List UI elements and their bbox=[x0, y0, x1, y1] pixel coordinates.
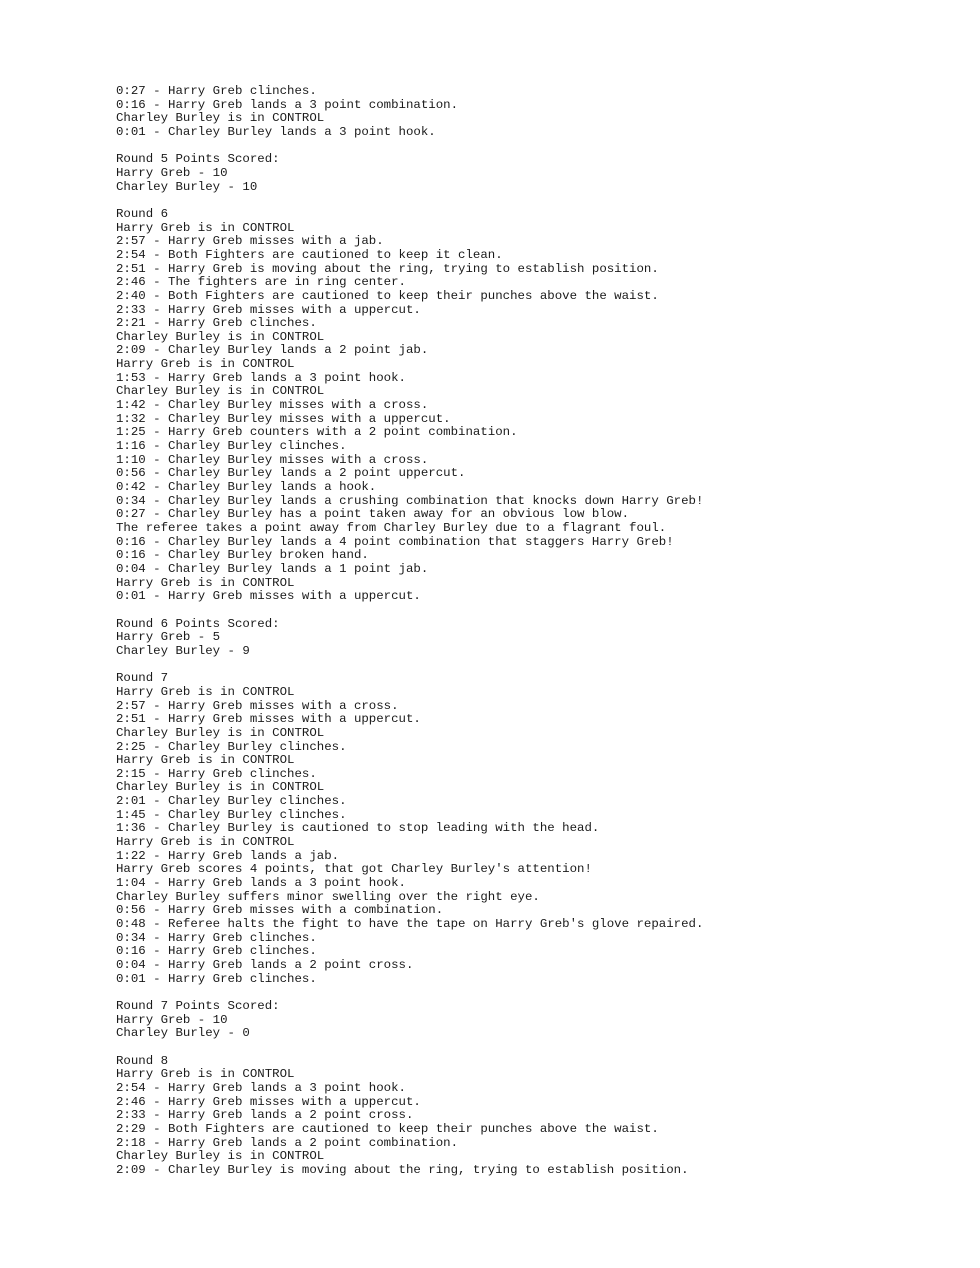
control-line: Charley Burley is in CONTROL bbox=[116, 725, 325, 740]
event-line: 2:51 - Harry Greb misses with a uppercut. bbox=[116, 712, 421, 727]
event-line: 0:42 - Charley Burley lands a hook. bbox=[116, 480, 377, 495]
score-line: Charley Burley - 10 bbox=[116, 179, 258, 194]
event-line: 2:33 - Harry Greb misses with a uppercut. bbox=[116, 302, 421, 317]
event-line: 2:01 - Charley Burley clinches. bbox=[116, 794, 347, 809]
event-line: 2:54 - Harry Greb lands a 3 point hook. bbox=[116, 1080, 406, 1095]
round-score-heading: Round 7 Points Scored: bbox=[116, 998, 280, 1013]
control-line: Harry Greb is in CONTROL bbox=[116, 1067, 295, 1082]
score-line: Charley Burley - 0 bbox=[116, 1026, 250, 1041]
control-line: Charley Burley is in CONTROL bbox=[116, 111, 325, 126]
event-line: 2:40 - Both Fighters are cautioned to keep their punches above the waist. bbox=[116, 288, 659, 303]
score-line: Harry Greb - 10 bbox=[116, 165, 228, 180]
round-score-heading: Round 5 Points Scored: bbox=[116, 152, 280, 167]
event-line: 2:25 - Charley Burley clinches. bbox=[116, 739, 347, 754]
event-line: 2:46 - Harry Greb misses with a uppercut. bbox=[116, 1094, 421, 1109]
event-line: 2:54 - Both Fighters are cautioned to keep it clean. bbox=[116, 247, 503, 262]
event-line: 0:34 - Harry Greb clinches. bbox=[116, 930, 317, 945]
score-line: Harry Greb - 5 bbox=[116, 630, 221, 645]
blank-line bbox=[116, 604, 956, 618]
event-line: 1:10 - Charley Burley misses with a cross. bbox=[116, 452, 429, 467]
control-line: Charley Burley is in CONTROL bbox=[116, 384, 325, 399]
event-line: 0:01 - Charley Burley lands a 3 point hook. bbox=[116, 124, 436, 139]
blank-line bbox=[116, 140, 956, 154]
event-line: 1:25 - Harry Greb counters with a 2 point combination. bbox=[116, 425, 518, 440]
event-line: 2:09 - Charley Burley lands a 2 point jab. bbox=[116, 343, 429, 358]
control-line: Charley Burley is in CONTROL bbox=[116, 780, 325, 795]
control-line: Harry Greb is in CONTROL bbox=[116, 753, 295, 768]
event-line: 0:16 - Harry Greb lands a 3 point combination. bbox=[116, 97, 459, 112]
log-line: The referee takes a point away from Charley Burley due to a flagrant foul. bbox=[116, 521, 667, 535]
event-line: 0:01 - Harry Greb clinches. bbox=[116, 971, 317, 986]
event-line: 0:27 - Charley Burley has a point taken away for an obvious low blow. bbox=[116, 507, 630, 522]
blank-line bbox=[116, 659, 956, 673]
control-line: Harry Greb is in CONTROL bbox=[116, 835, 295, 850]
blank-line bbox=[116, 986, 956, 1000]
event-line: 0:56 - Harry Greb misses with a combination. bbox=[116, 903, 444, 918]
control-line: Charley Burley is in CONTROL bbox=[116, 1149, 325, 1164]
control-line: Harry Greb is in CONTROL bbox=[116, 357, 295, 372]
event-line: 2:57 - Harry Greb misses with a jab. bbox=[116, 234, 384, 249]
blank-line bbox=[116, 1041, 956, 1055]
event-line: 2:51 - Harry Greb is moving about the ring, trying to establish position. bbox=[116, 261, 659, 276]
log-line: Harry Greb scores 4 points, that got Charley Burley's attention! bbox=[116, 862, 592, 877]
event-line: 0:16 - Charley Burley broken hand. bbox=[116, 548, 369, 563]
event-line: 2:15 - Harry Greb clinches. bbox=[116, 766, 317, 781]
event-line: 2:57 - Harry Greb misses with a cross. bbox=[116, 698, 399, 713]
event-line: 0:56 - Charley Burley lands a 2 point uppercut. bbox=[116, 466, 466, 481]
blank-line bbox=[116, 194, 956, 208]
control-line: Harry Greb is in CONTROL bbox=[116, 220, 295, 235]
round-heading: Round 7 bbox=[116, 671, 169, 686]
event-line: 2:33 - Harry Greb lands a 2 point cross. bbox=[116, 1108, 414, 1123]
event-line: 1:53 - Harry Greb lands a 3 point hook. bbox=[116, 370, 406, 385]
event-line: 1:32 - Charley Burley misses with a uppercut. bbox=[116, 411, 451, 426]
event-line: 1:45 - Charley Burley clinches. bbox=[116, 807, 347, 822]
round-heading: Round 8 bbox=[116, 1053, 169, 1068]
control-line: Charley Burley is in CONTROL bbox=[116, 329, 325, 344]
event-line: 0:34 - Charley Burley lands a crushing combination that knocks down Harry Greb! bbox=[116, 493, 704, 508]
event-line: 1:42 - Charley Burley misses with a cross. bbox=[116, 398, 429, 413]
event-line: 1:36 - Charley Burley is cautioned to stop leading with the head. bbox=[116, 821, 600, 836]
event-line: 1:16 - Charley Burley clinches. bbox=[116, 439, 347, 454]
round-score-heading: Round 6 Points Scored: bbox=[116, 616, 280, 631]
event-line: 0:04 - Charley Burley lands a 1 point jab. bbox=[116, 561, 429, 576]
control-line: Harry Greb is in CONTROL bbox=[116, 684, 295, 699]
score-line: Harry Greb - 10 bbox=[116, 1012, 228, 1027]
event-line: 0:48 - Referee halts the fight to have the tape on Harry Greb's glove repaired. bbox=[116, 917, 704, 932]
control-line: Harry Greb is in CONTROL bbox=[116, 575, 295, 590]
event-line: 0:27 - Harry Greb clinches. bbox=[116, 84, 317, 98]
event-line: 1:22 - Harry Greb lands a jab. bbox=[116, 848, 340, 863]
event-line: 0:16 - Harry Greb clinches. bbox=[116, 944, 317, 959]
event-line: 2:21 - Harry Greb clinches. bbox=[116, 316, 317, 331]
event-line: 0:16 - Charley Burley lands a 4 point combination that staggers Harry Greb! bbox=[116, 534, 674, 549]
event-line: 1:04 - Harry Greb lands a 3 point hook. bbox=[116, 876, 406, 891]
event-line: 2:18 - Harry Greb lands a 2 point combination. bbox=[116, 1135, 459, 1150]
event-line: 2:29 - Both Fighters are cautioned to keep their punches above the waist. bbox=[116, 1121, 659, 1136]
round-heading: Round 6 bbox=[116, 206, 169, 221]
event-line: 0:04 - Harry Greb lands a 2 point cross. bbox=[116, 958, 414, 972]
log-line: Charley Burley suffers minor swelling over the right eye. bbox=[116, 889, 540, 904]
score-line: Charley Burley - 9 bbox=[116, 643, 250, 658]
fight-log-document bbox=[116, 85, 956, 1178]
event-line: 2:09 - Charley Burley is moving about the ring, trying to establish position. bbox=[116, 1162, 689, 1177]
event-line: 0:01 - Harry Greb misses with a uppercut. bbox=[116, 589, 421, 604]
event-line: 2:46 - The fighters are in ring center. bbox=[116, 275, 406, 290]
